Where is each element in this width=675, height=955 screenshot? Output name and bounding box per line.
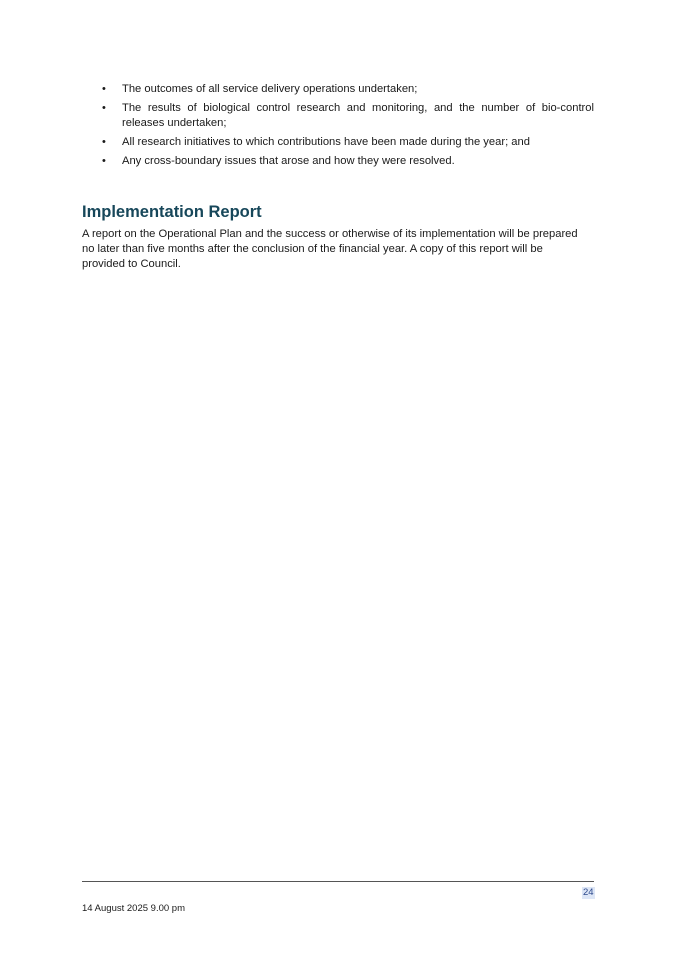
list-item xyxy=(100,82,594,97)
list-item-text: The outcomes of all service delivery operations undertaken; xyxy=(122,83,418,95)
list-item-text: The results of biological control research and monitoring, and the number of bio-control releases undertaken; xyxy=(122,102,594,129)
list-item xyxy=(100,135,594,150)
list-item-text: All research initiatives to which contributions have been made during the year; and xyxy=(122,136,530,148)
page-number: 24 xyxy=(583,887,594,898)
list-item-text: Any cross-boundary issues that arose and how they were resolved. xyxy=(122,155,455,167)
bullet-icon: • xyxy=(102,102,106,114)
bullet-icon: • xyxy=(102,83,106,95)
section-heading: Implementation Report xyxy=(82,203,262,221)
footer-divider xyxy=(82,881,594,882)
bullet-icon: • xyxy=(102,136,106,148)
footer-date: 14 August 2025 9.00 pm xyxy=(82,903,185,914)
bullet-list xyxy=(100,82,594,173)
list-item xyxy=(100,154,594,169)
section-body-paragraph: A report on the Operational Plan and the success or otherwise of its implementation will be prepared no later than five months after the conclusion of the financial year. A copy of this report will be provided to Council. xyxy=(82,228,578,270)
list-item xyxy=(100,101,594,131)
bullet-icon: • xyxy=(102,155,106,167)
